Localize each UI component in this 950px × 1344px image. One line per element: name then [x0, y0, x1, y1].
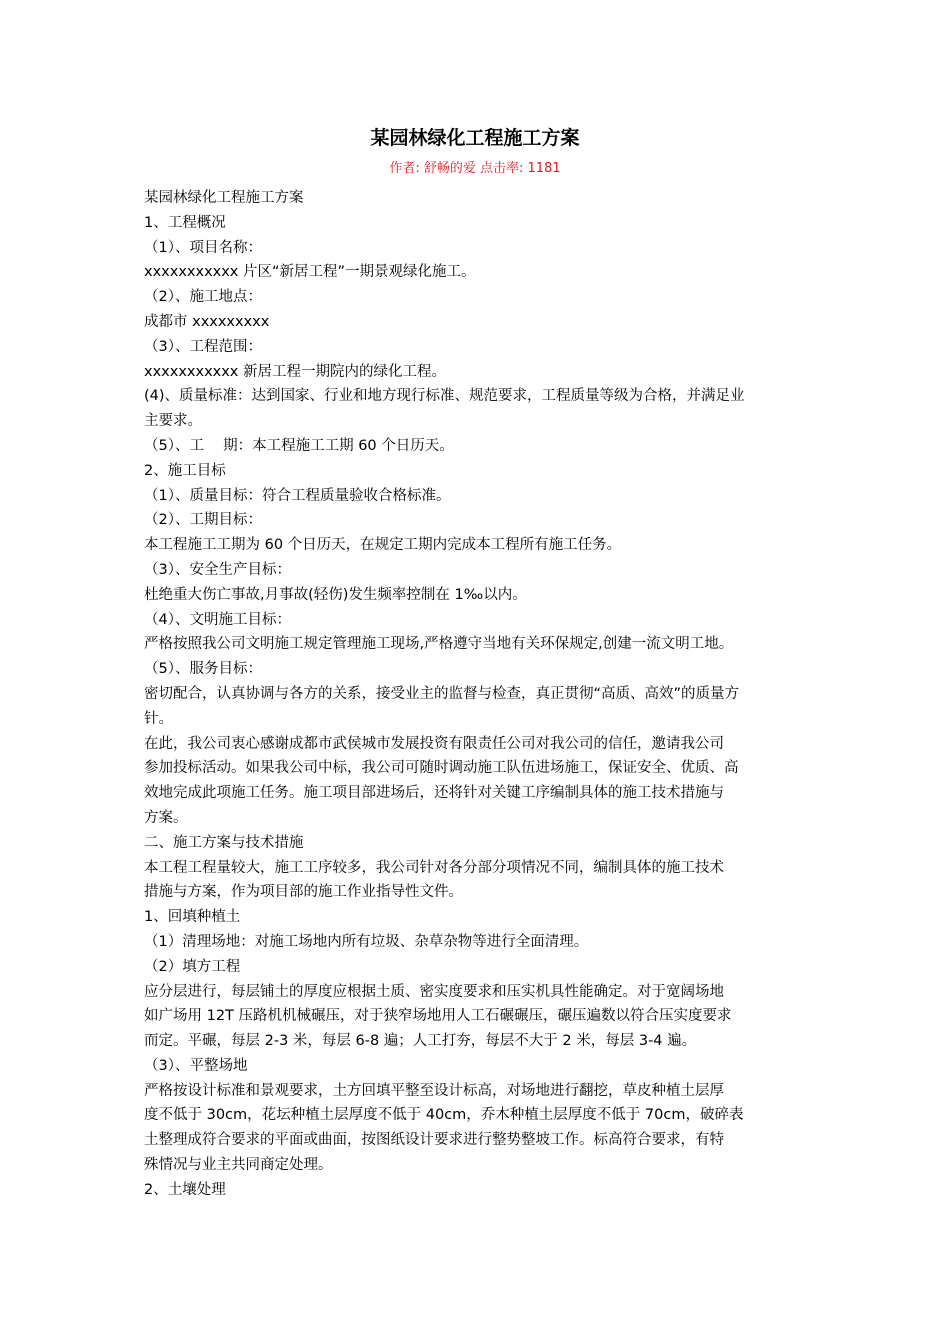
- text-line: 严格按设计标准和景观要求，土方回填平整至设计标高，对场地进行翻挖，草皮种植土层厚: [144, 1082, 724, 1099]
- text-line: 2、施工目标: [144, 462, 226, 479]
- text-line: （1）、质量目标：符合工程质量验收合格标准。: [144, 487, 451, 504]
- text-line: 方案。: [144, 809, 188, 826]
- text-line: （1）清理场地：对施工场地内所有垃圾、杂草杂物等进行全面清理。: [144, 933, 589, 950]
- text-line: 度不低于 30cm，花坛种植土层厚度不低于 40cm，乔木种植土层厚度不低于 70cm，破碎表: [144, 1107, 744, 1124]
- text-line: (4)、质量标准：达到国家、行业和地方现行标准、规范要求，工程质量等级为合格，并满足业: [144, 388, 745, 405]
- text-line: 严格按照我公司文明施工规定管理施工现场,严格遵守当地有关环保规定,创建一流文明工地。: [144, 636, 734, 653]
- text-line: 某园林绿化工程施工方案: [144, 190, 304, 206]
- text-line: 1、回填种植土: [144, 909, 241, 926]
- text-line: 土整理成符合要求的平面或曲面，按图纸设计要求进行整势整坡工作。标高符合要求，有特: [144, 1132, 724, 1149]
- text-line: （3）、平整场地: [144, 1057, 248, 1074]
- text-line: （2）、工期目标：: [144, 512, 262, 529]
- text-line: （5）、工 期：本工程施工工期 60 个日历天。: [144, 437, 454, 454]
- text-line: 而定。平碾，每层 2-3 米，每层 6-8 遍；人工打夯，每层不大于 2 米，每层 3-4 遍。: [144, 1033, 697, 1050]
- text-line: （2）、施工地点：: [144, 289, 262, 306]
- text-line: 如广场用 12T 压路机机械碾压，对于狭窄场地用人工石碾碾压，碾压遍数以符合压实度要求: [144, 1008, 732, 1025]
- document-body: [144, 186, 814, 1203]
- text-line: 参加投标活动。如果我公司中标，我公司可随时调动施工队伍进场施工，保证安全、优质、高: [144, 760, 739, 777]
- text-line: （5）、服务目标：: [144, 661, 262, 678]
- text-line: （1）、项目名称：: [144, 239, 262, 256]
- text-line: 在此，我公司衷心感谢成都市武侯城市发展投资有限责任公司对我公司的信任，邀请我公司: [144, 735, 724, 752]
- text-line: （3）、工程范围：: [144, 338, 262, 355]
- author-line: 作者: 舒畅的爱 点击率: 1181: [389, 161, 561, 176]
- text-line: xxxxxxxxxxx 新居工程一期院内的绿化工程。: [144, 363, 446, 380]
- text-line: （4）、文明施工目标：: [144, 611, 291, 628]
- text-line: 1、工程概况: [144, 214, 226, 231]
- text-line: xxxxxxxxxxx 片区“新居工程”一期景观绿化施工。: [144, 264, 476, 281]
- text-line: 殊情况与业主共同商定处理。: [144, 1157, 333, 1174]
- text-line: 措施与方案，作为项目部的施工作业指导性文件。: [144, 884, 463, 901]
- document-title: 某园林绿化工程施工方案: [370, 127, 580, 149]
- text-line: （3）、安全生产目标：: [144, 561, 291, 578]
- text-line: 应分层进行，每层铺土的厚度应根据土质、密实度要求和压实机具性能确定。对于宽阔场地: [144, 983, 724, 1000]
- text-line: （2）填方工程: [144, 958, 241, 975]
- text-line: 杜绝重大伤亡事故,月事故(轻伤)发生频率控制在 1‰以内。: [144, 586, 527, 603]
- text-line: 成都市 xxxxxxxxx: [144, 313, 270, 330]
- text-line: 本工程工程量较大，施工工序较多，我公司针对各分部分项情况不同，编制具体的施工技术: [144, 859, 724, 876]
- text-line: 主要求。: [144, 413, 202, 430]
- text-line: 效地完成此项施工任务。施工项目部进场后，还将针对关键工序编制具体的施工技术措施与: [144, 785, 724, 802]
- text-line: 二、施工方案与技术措施: [144, 834, 304, 851]
- text-line: 针。: [144, 710, 173, 727]
- text-line: 2、土壤处理: [144, 1181, 226, 1198]
- text-line: 本工程施工工期为 60 个日历天，在规定工期内完成本工程所有施工任务。: [144, 537, 622, 554]
- text-line: 密切配合，认真协调与各方的关系，接受业主的监督与检查，真正贯彻“高质、高效”的质量方: [144, 685, 740, 702]
